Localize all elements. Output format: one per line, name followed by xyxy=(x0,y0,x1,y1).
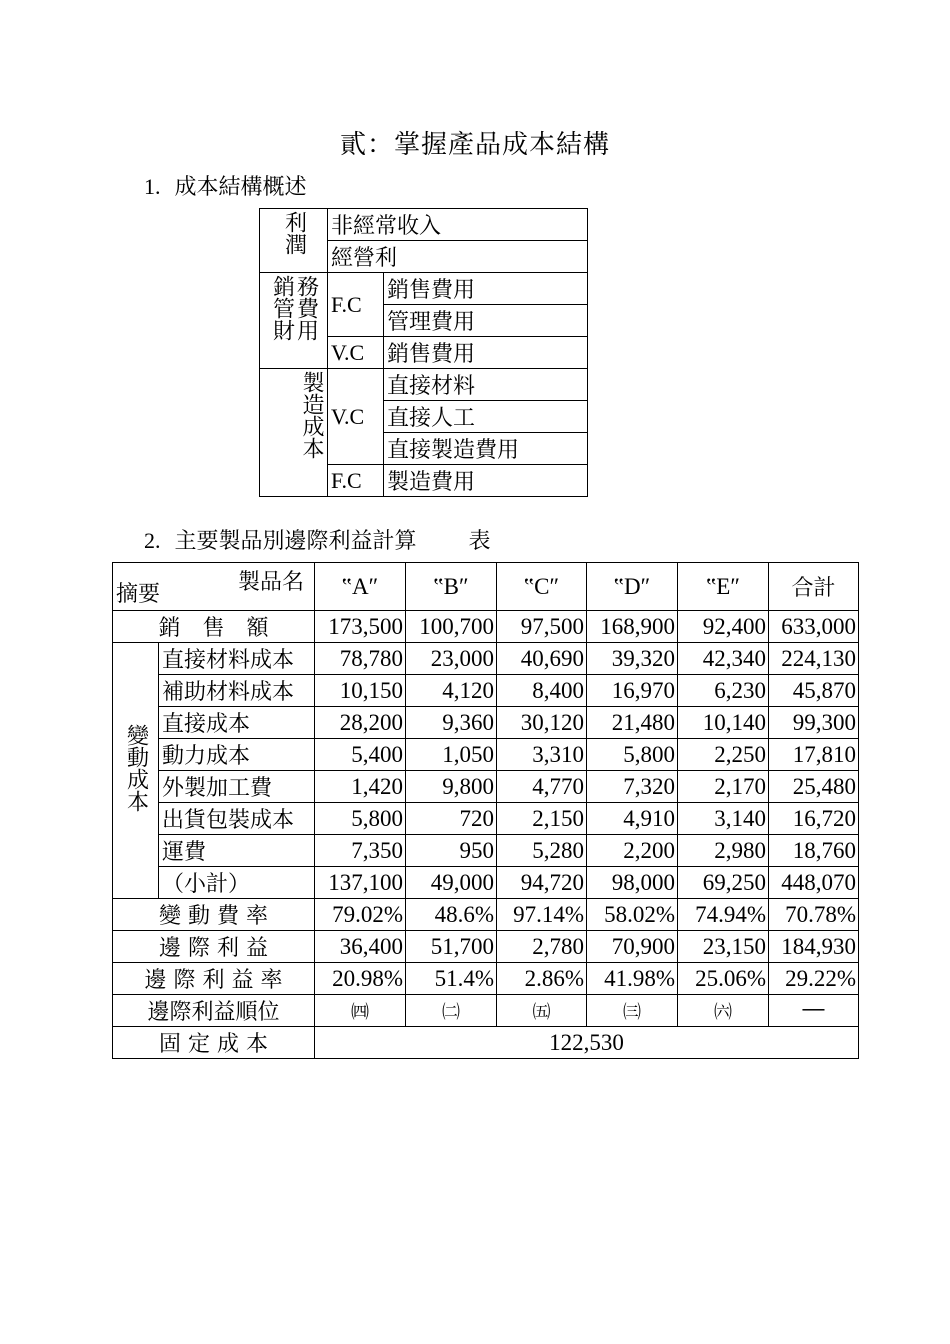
cell-value: 2.86% xyxy=(497,963,587,995)
structure-row: 管理費用 xyxy=(384,305,588,337)
row-label: 動力成本 xyxy=(159,739,315,771)
cell-value: 10,140 xyxy=(678,707,769,739)
mfg-label: 製造成本 xyxy=(299,371,324,459)
cell-value: 42,340 xyxy=(678,643,769,675)
cell-value: 720 xyxy=(406,803,497,835)
cell-value: 98,000 xyxy=(587,867,678,899)
cell-value: 4,910 xyxy=(587,803,678,835)
cell-value: 41.98% xyxy=(587,963,678,995)
sales-value: 633,000 xyxy=(769,611,859,643)
vc-mark: V.C xyxy=(328,337,384,369)
cell-value: 49,000 xyxy=(406,867,497,899)
cell-value: 36,400 xyxy=(315,931,406,963)
variable-cost-group-cell xyxy=(113,643,159,899)
cell-value: 2,780 xyxy=(497,931,587,963)
row-label: 邊 際 利 益 率 xyxy=(113,963,315,995)
variable-cost-label: 變動成本 xyxy=(123,723,149,812)
cell-value: 9,800 xyxy=(406,771,497,803)
rank-value: ㈥ xyxy=(678,995,769,1027)
cell-value: 1,420 xyxy=(315,771,406,803)
sales-label: 銷 售 額 xyxy=(113,611,315,643)
cell-value: 950 xyxy=(406,835,497,867)
cell-value: 25.06% xyxy=(678,963,769,995)
rank-value: ── xyxy=(769,995,859,1027)
cell-value: 23,150 xyxy=(678,931,769,963)
cell-value: 79.02% xyxy=(315,899,406,931)
sales-value: 92,400 xyxy=(678,611,769,643)
cell-value: 4,120 xyxy=(406,675,497,707)
table-row xyxy=(113,707,859,739)
section-2-number: 2. xyxy=(144,528,161,553)
fixed-cost-value: 122,530 xyxy=(315,1027,859,1059)
rank-value: ㈣ xyxy=(315,995,406,1027)
table-row xyxy=(113,771,859,803)
section-2-title-tail: 表 xyxy=(468,529,491,554)
column-header: ‟D″ xyxy=(587,563,678,611)
corner-header-cell xyxy=(113,563,315,611)
table-row xyxy=(113,931,859,963)
structure-row: 直接材料 xyxy=(384,369,588,401)
cell-value: 2,200 xyxy=(587,835,678,867)
cell-value: 16,970 xyxy=(587,675,678,707)
cell-value: 23,000 xyxy=(406,643,497,675)
rank-value: ㈤ xyxy=(497,995,587,1027)
profit-label: 利潤 xyxy=(281,211,307,255)
structure-row: 銷售費用 xyxy=(384,337,588,369)
cell-value: 45,870 xyxy=(769,675,859,707)
structure-row: 銷售費用 xyxy=(384,273,588,305)
section-2-title: 主要製品別邊際利益計算 xyxy=(174,529,417,554)
cell-value: 8,400 xyxy=(497,675,587,707)
cell-value: 3,140 xyxy=(678,803,769,835)
cell-value: 28,200 xyxy=(315,707,406,739)
structure-row: 直接人工 xyxy=(384,401,588,433)
cell-value: 69,250 xyxy=(678,867,769,899)
row-label: 直接成本 xyxy=(159,707,315,739)
page-title: 貳：掌握產品成本結構 xyxy=(339,130,610,160)
sales-value: 100,700 xyxy=(406,611,497,643)
table-row xyxy=(113,1027,859,1059)
table-row xyxy=(113,963,859,995)
cell-value: 99,300 xyxy=(769,707,859,739)
cell-value: 2,980 xyxy=(678,835,769,867)
fc-mark: F.C xyxy=(328,273,384,337)
row-label: 補助材料成本 xyxy=(159,675,315,707)
cell-value: 18,760 xyxy=(769,835,859,867)
table-row xyxy=(113,739,859,771)
column-header: ‟C″ xyxy=(497,563,587,611)
column-header: ‟B″ xyxy=(406,563,497,611)
section-1-number: 1. xyxy=(144,174,161,199)
table-row xyxy=(113,867,859,899)
cell-value: 51.4% xyxy=(406,963,497,995)
cell-value: 448,070 xyxy=(769,867,859,899)
column-header: ‟A″ xyxy=(315,563,406,611)
section-1-title: 成本結構概述 xyxy=(174,175,307,200)
sales-value: 173,500 xyxy=(315,611,406,643)
table-row xyxy=(113,611,859,643)
row-label: 直接材料成本 xyxy=(159,643,315,675)
cell-value: 29.22% xyxy=(769,963,859,995)
sales-value: 97,500 xyxy=(497,611,587,643)
sell-admin-label-col: 務費用 xyxy=(293,275,319,341)
cell-value: 10,150 xyxy=(315,675,406,707)
row-label: 出貨包裝成本 xyxy=(159,803,315,835)
cell-value: 9,360 xyxy=(406,707,497,739)
cost-structure-table xyxy=(259,208,588,497)
cell-value: 5,280 xyxy=(497,835,587,867)
cell-value: 6,230 xyxy=(678,675,769,707)
cell-value: 224,130 xyxy=(769,643,859,675)
cell-value: 94,720 xyxy=(497,867,587,899)
cell-value: 74.94% xyxy=(678,899,769,931)
table-row xyxy=(113,803,859,835)
table-row xyxy=(113,675,859,707)
rank-value: ㈢ xyxy=(587,995,678,1027)
cell-value: 39,320 xyxy=(587,643,678,675)
table-row xyxy=(113,995,859,1027)
row-label: 外製加工費 xyxy=(159,771,315,803)
structure-row: 經營利 xyxy=(328,241,588,273)
table-row xyxy=(113,899,859,931)
cell-value: 21,480 xyxy=(587,707,678,739)
cell-value: 2,250 xyxy=(678,739,769,771)
cell-value: 78,780 xyxy=(315,643,406,675)
cell-value: 40,690 xyxy=(497,643,587,675)
cell-value: 1,050 xyxy=(406,739,497,771)
cell-value: 97.14% xyxy=(497,899,587,931)
cell-value: 5,400 xyxy=(315,739,406,771)
cell-value: 51,700 xyxy=(406,931,497,963)
cell-value: 25,480 xyxy=(769,771,859,803)
cell-value: 4,770 xyxy=(497,771,587,803)
structure-row: 非經常收入 xyxy=(328,209,588,241)
section-1-heading xyxy=(144,170,307,201)
vc-mark: V.C xyxy=(328,369,384,465)
cell-value: 7,350 xyxy=(315,835,406,867)
cell-value: 70,900 xyxy=(587,931,678,963)
cell-value: 5,800 xyxy=(587,739,678,771)
section-2-heading xyxy=(144,524,491,555)
mfg-group-cell xyxy=(260,369,328,497)
cell-value: 20.98% xyxy=(315,963,406,995)
row-label: 變 動 費 率 xyxy=(113,899,315,931)
cell-value: 70.78% xyxy=(769,899,859,931)
table-row xyxy=(113,835,859,867)
structure-row: 直接製造費用 xyxy=(384,433,588,465)
cell-value: 3,310 xyxy=(497,739,587,771)
sales-value: 168,900 xyxy=(587,611,678,643)
cell-value: 16,720 xyxy=(769,803,859,835)
cell-value: 184,930 xyxy=(769,931,859,963)
table-row xyxy=(113,643,859,675)
structure-row: 製造費用 xyxy=(384,465,588,497)
profit-group-cell xyxy=(260,209,328,273)
cell-value: 17,810 xyxy=(769,739,859,771)
corner-product-label: 製品名 xyxy=(237,570,304,595)
row-label: （小計） xyxy=(159,867,315,899)
rank-value: ㈡ xyxy=(406,995,497,1027)
row-label: 固 定 成 本 xyxy=(113,1027,315,1059)
cell-value: 2,150 xyxy=(497,803,587,835)
cell-value: 58.02% xyxy=(587,899,678,931)
cell-value: 5,800 xyxy=(315,803,406,835)
column-header: ‟E″ xyxy=(678,563,769,611)
cell-value: 7,320 xyxy=(587,771,678,803)
fc-mark: F.C xyxy=(328,465,384,497)
marginal-profit-table xyxy=(112,562,859,1059)
column-header-total: 合計 xyxy=(769,563,859,611)
cell-value: 48.6% xyxy=(406,899,497,931)
cell-value: 2,170 xyxy=(678,771,769,803)
cell-value: 137,100 xyxy=(315,867,406,899)
cell-value: 30,120 xyxy=(497,707,587,739)
sell-admin-group-cell xyxy=(260,273,328,369)
row-label: 邊際利益順位 xyxy=(113,995,315,1027)
row-label: 邊 際 利 益 xyxy=(113,931,315,963)
corner-summary-label: 摘要 xyxy=(116,582,161,607)
sell-admin-label-col: 銷管財 xyxy=(269,275,295,341)
row-label: 運費 xyxy=(159,835,315,867)
